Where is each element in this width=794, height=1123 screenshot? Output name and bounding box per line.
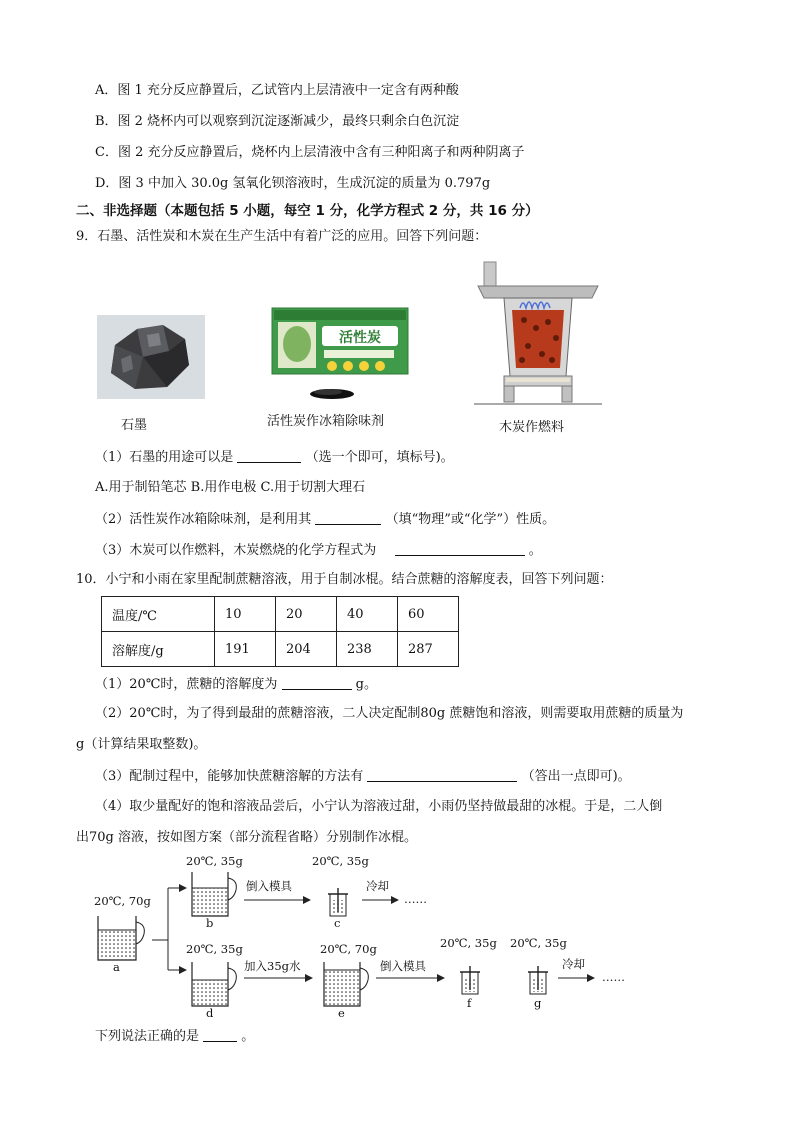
table-cell: 287 <box>398 632 459 667</box>
q9-part2-suffix: （填“物理”或“化学”）性质。 <box>385 512 556 527</box>
carbon-box-label: 活性炭 <box>339 330 381 346</box>
label-b: 20℃, 35g <box>186 854 243 868</box>
q10-part1-blank[interactable] <box>282 675 352 690</box>
q10-part3-suffix: （答出一点即可)。 <box>521 769 631 784</box>
cool-label-1: 冷却 <box>366 879 389 893</box>
table-cell: 20 <box>276 597 337 632</box>
q10-part2-line2: g（计算结果取整数)。 <box>76 737 207 752</box>
letter-d: d <box>206 1006 214 1020</box>
q9-part3-blank[interactable] <box>395 541 525 556</box>
table-cell: 204 <box>276 632 337 667</box>
letter-c: c <box>334 916 341 930</box>
solubility-table <box>101 596 459 667</box>
graphite-image <box>97 315 205 399</box>
beaker-a <box>98 916 144 960</box>
q9-part2 <box>95 510 555 529</box>
q10-part3-blank[interactable] <box>367 767 517 782</box>
q10-part4-line1: （4）取少量配好的饱和溶液品尝后，小宁认为溶液过甜，小雨仍坚持做最甜的冰棍。于是，二人倒 <box>95 799 663 814</box>
q10-part3 <box>95 767 631 786</box>
table-cell: 238 <box>337 632 398 667</box>
mold-f <box>460 966 480 994</box>
q9-part1-suffix: （选一个即可，填标号)。 <box>305 450 454 465</box>
beaker-e <box>324 962 368 1006</box>
table-cell: 溶解度/g <box>102 632 215 667</box>
q10-part1-suffix: g。 <box>355 677 377 692</box>
q9-part1-options: A.用于制铅笔芯 B.用作电极 C.用于切割大理石 <box>95 480 366 495</box>
pour-label-1: 倒入模具 <box>246 879 292 893</box>
caption-graphite: 石墨 <box>121 418 148 433</box>
beaker-d <box>192 962 236 1006</box>
q10-final <box>95 1027 254 1046</box>
label-c: 20℃, 35g <box>312 854 369 868</box>
label-f: 20℃, 35g <box>440 936 497 950</box>
dots-1: …… <box>404 892 427 906</box>
letter-b: b <box>206 916 214 930</box>
label-d: 20℃, 35g <box>186 942 243 956</box>
table-cell: 40 <box>337 597 398 632</box>
q9-part1 <box>95 448 454 467</box>
q9-part1-blank[interactable] <box>237 448 301 463</box>
q10-final-text: 下列说法正确的是 <box>95 1029 200 1044</box>
q9-part3-suffix: 。 <box>528 543 542 558</box>
charcoal-stove-image <box>474 258 602 408</box>
option-b: B．图 2 烧杯内可以观察到沉淀逐渐减少，最终只剩余白色沉淀 <box>95 114 460 129</box>
option-a: A．图 1 充分反应静置后，乙试管内上层清液中一定含有两种酸 <box>95 83 459 98</box>
label-a: 20℃, 70g <box>94 894 151 908</box>
q9-part3-text: （3）木炭可以作燃料，木炭燃烧的化学方程式为 <box>95 543 377 558</box>
q10-part3-text: （3）配制过程中，能够加快蔗糖溶解的方法有 <box>95 769 364 784</box>
pour-label-2: 倒入模具 <box>380 959 426 973</box>
table-cell: 191 <box>215 632 276 667</box>
question-10-stem: 10．小宁和小雨在家里配制蔗糖溶液，用于自制冰棍。结合蔗糖的溶解度表，回答下列问题： <box>76 572 613 587</box>
mold-c <box>328 888 348 916</box>
option-c: C．图 2 充分反应静置后，烧杯内上层清液中含有三种阳离子和两种阴离子 <box>95 145 525 160</box>
q9-part3 <box>95 541 542 560</box>
table-cell: 温度/℃ <box>102 597 215 632</box>
q10-final-suffix: 。 <box>241 1029 255 1044</box>
q9-part1-text: （1）石墨的用途可以是 <box>95 450 234 465</box>
q9-part2-blank[interactable] <box>315 510 381 525</box>
letter-e: e <box>338 1006 345 1020</box>
section-title: 二、非选择题（本题包括 5 小题，每空 1 分，化学方程式 2 分，共 16 分） <box>76 203 539 219</box>
caption-activated-carbon: 活性炭作冰箱除味剂 <box>267 414 385 429</box>
q10-part2-line1: （2）20℃时，为了得到最甜的蔗糖溶液，二人决定配制80g 蔗糖饱和溶液，则需要取用蔗糖的质量为 <box>95 706 684 721</box>
add-water-label: 加入35g水 <box>244 959 301 973</box>
activated-carbon-image <box>268 306 412 402</box>
option-d: D．图 3 中加入 30.0g 氢氧化钡溶液时，生成沉淀的质量为 0.797g <box>95 176 491 191</box>
dots-2: …… <box>602 970 625 984</box>
table-cell: 10 <box>215 597 276 632</box>
mold-g <box>528 966 548 994</box>
beaker-b <box>192 872 236 916</box>
label-e: 20℃, 70g <box>320 942 377 956</box>
q10-final-blank[interactable] <box>203 1027 237 1042</box>
label-g: 20℃, 35g <box>510 936 567 950</box>
table-row <box>102 632 459 667</box>
cool-label-2: 冷却 <box>562 957 585 971</box>
table-row <box>102 597 459 632</box>
table-cell: 60 <box>398 597 459 632</box>
flow-diagram <box>80 850 640 1020</box>
letter-f: f <box>467 996 472 1010</box>
letter-g: g <box>534 996 542 1010</box>
q10-part1-text: （1）20℃时，蔗糖的溶解度为 <box>95 677 278 692</box>
q10-part4-line2: 出70g 溶液，按如图方案（部分流程省略）分别制作冰棍。 <box>76 830 417 845</box>
q9-part2-text: （2）活性炭作冰箱除味剂，是利用其 <box>95 512 312 527</box>
caption-charcoal: 木炭作燃料 <box>499 420 565 435</box>
q10-part1 <box>95 675 377 694</box>
question-9-stem: 9．石墨、活性炭和木炭在生产生活中有着广泛的应用。回答下列问题： <box>76 229 488 244</box>
letter-a: a <box>113 960 120 974</box>
